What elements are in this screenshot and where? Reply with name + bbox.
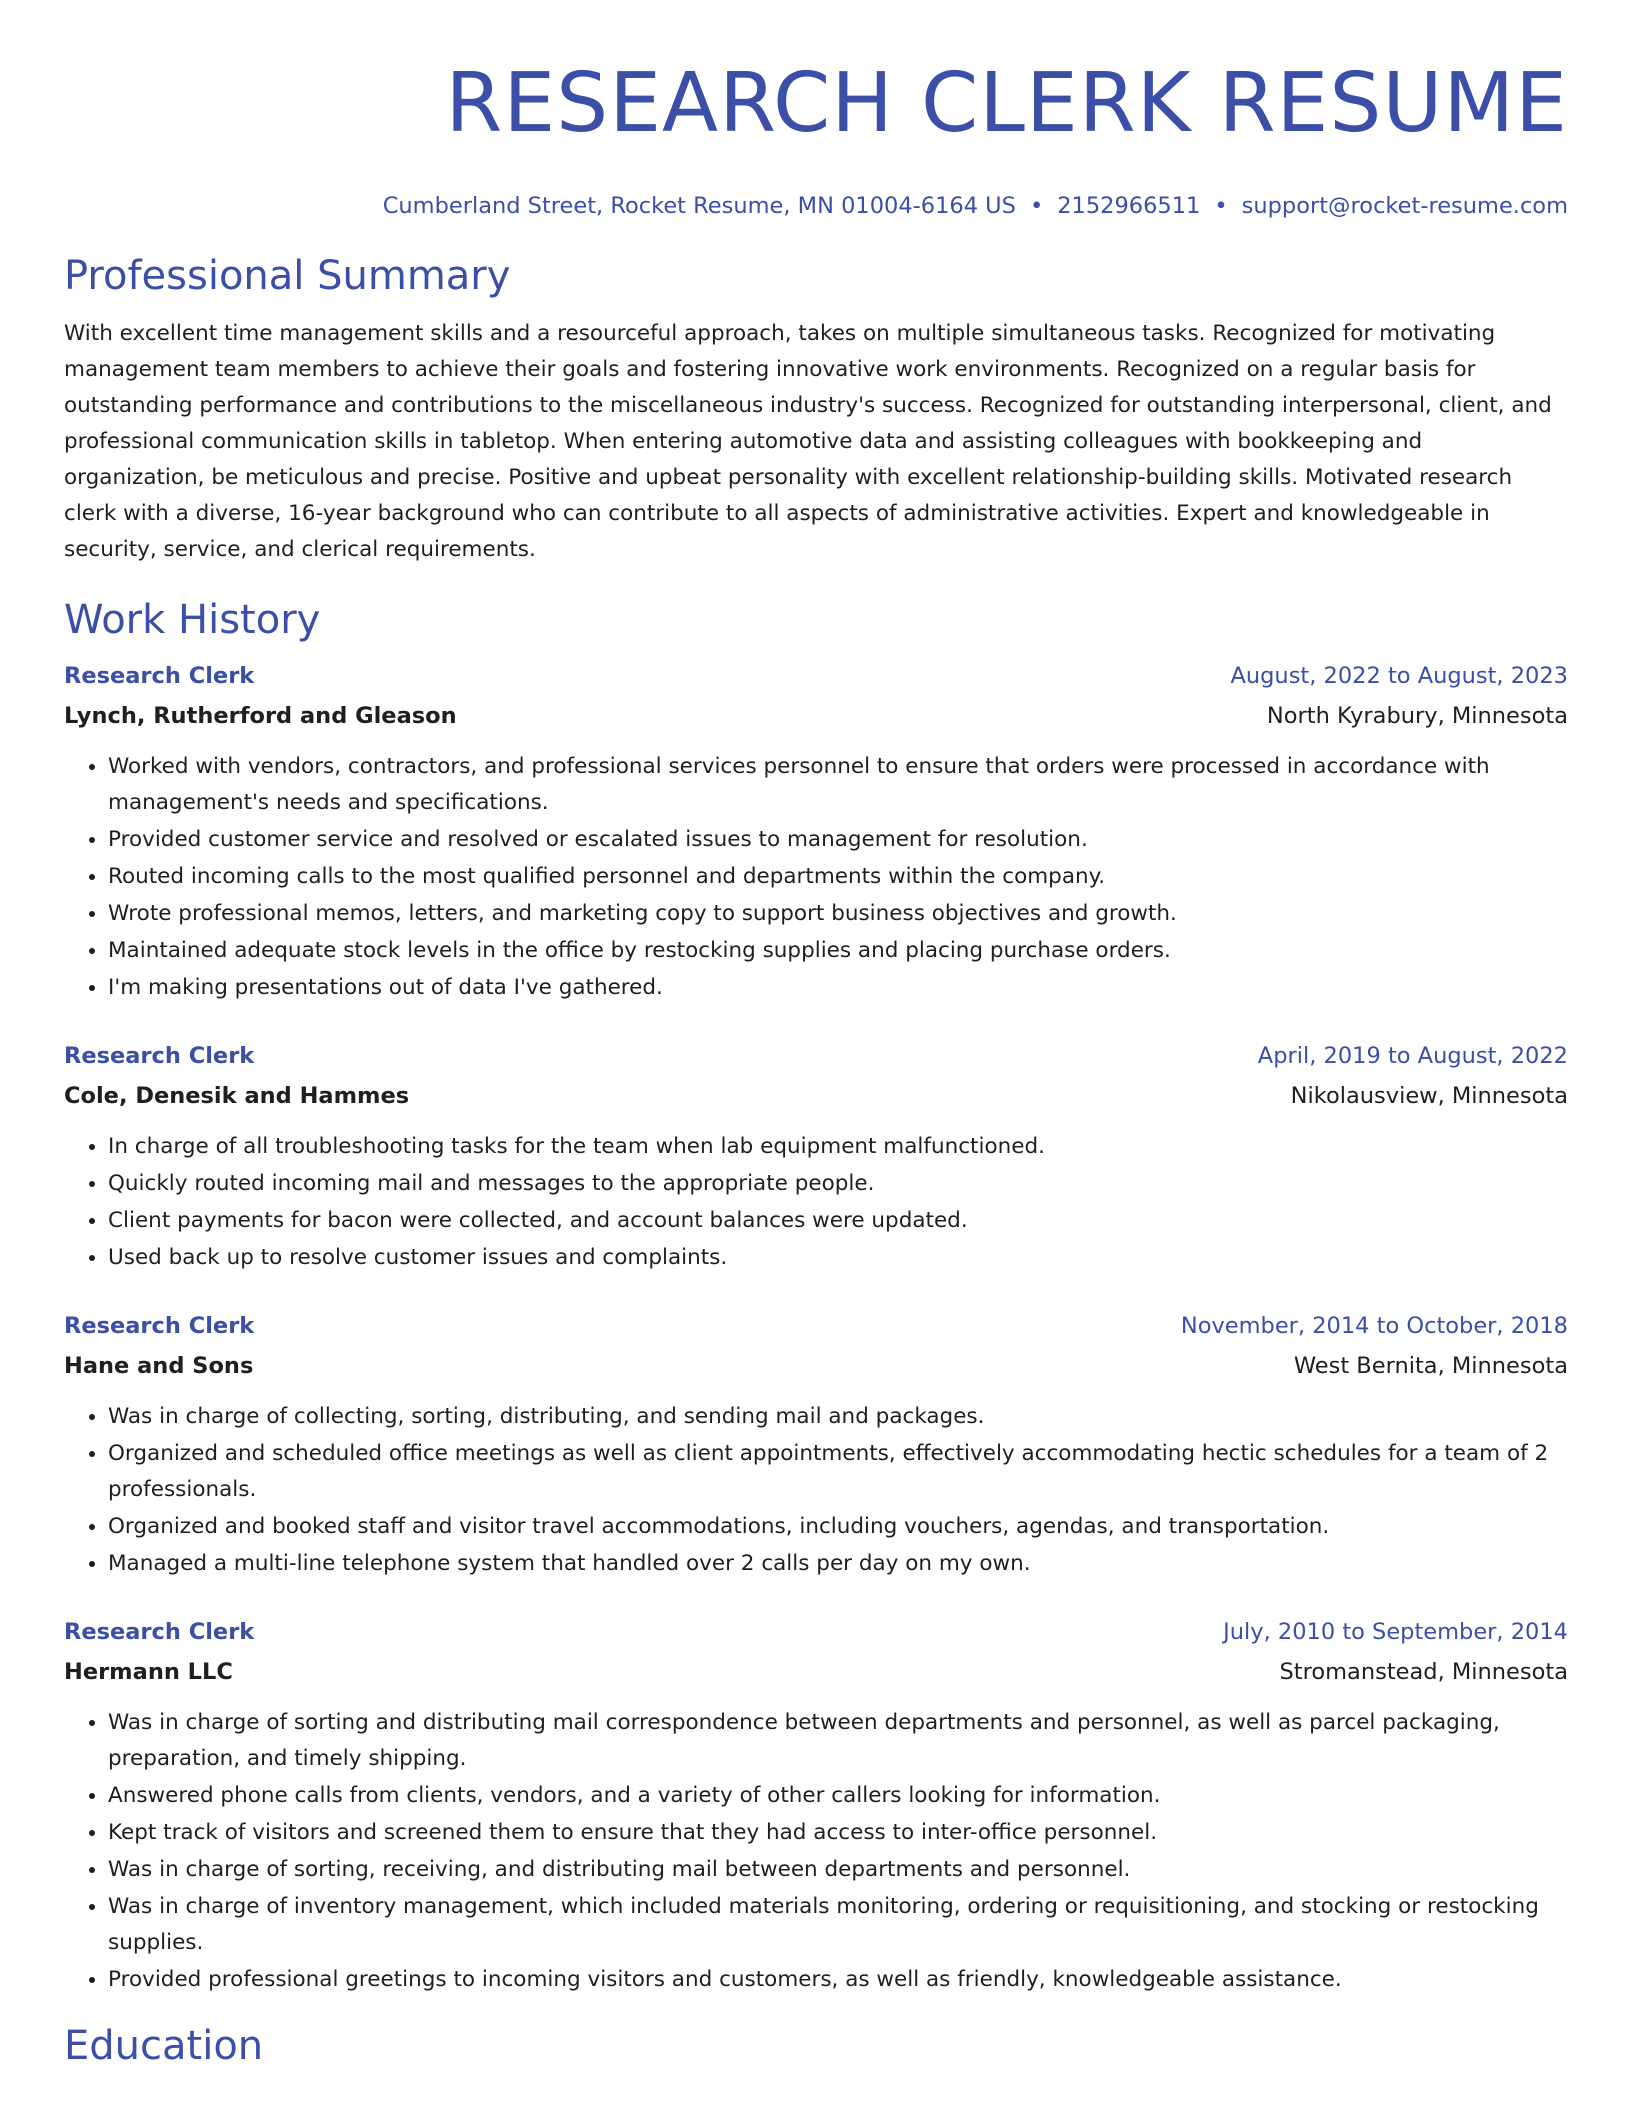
job-dates: August, 2022 to August, 2023 [1230,663,1568,689]
job-company-row [64,698,1568,734]
job-bullet: • In charge of all troubleshooting tasks for the team when lab equipment malfunctioned. [108,1128,1568,1165]
contact-separator: • [1029,193,1044,219]
job-header-row [64,658,1568,694]
job-bullets [64,1398,1568,1582]
job-bullet: • Organized and scheduled office meetings as well as client appointments, effectively accommodating hectic schedules for a team of 2 professionals. [108,1435,1568,1508]
job-company-row [64,1348,1568,1384]
job-bullet: • Organized and booked staff and visitor travel accommodations, including vouchers, agendas, and transportation. [108,1508,1568,1545]
job-entry [64,1308,1568,1582]
job-bullet: • Managed a multi-line telephone system that handled over 2 calls per day on my own. [108,1545,1568,1582]
job-entry [64,1038,1568,1276]
job-bullets [64,1704,1568,1998]
job-bullet: • Used back up to resolve customer issues and complaints. [108,1239,1568,1276]
job-bullet: • Was in charge of sorting and distributing mail correspondence between departments and personnel, as well as parcel packaging, preparation, and timely shipping. [108,1704,1568,1777]
job-company-row [64,1078,1568,1114]
job-bullet: • Provided customer service and resolved or escalated issues to management for resolution. [108,821,1568,858]
job-title: Research Clerk [64,1043,255,1069]
job-bullet: • Maintained adequate stock levels in the office by restocking supplies and placing purchase orders. [108,932,1568,969]
job-bullet: • Was in charge of sorting, receiving, and distributing mail between departments and personnel. [108,1851,1568,1888]
job-bullet: • Quickly routed incoming mail and messages to the appropriate people. [108,1165,1568,1202]
job-company: Hane and Sons [64,1353,254,1379]
job-dates: July, 2010 to September, 2014 [1223,1619,1568,1645]
section-title-education: Education [64,2023,264,2069]
summary-section [64,250,1568,568]
job-location: West Bernita, Minnesota [1293,1353,1568,1379]
contact-line [64,190,1568,222]
summary-text: With excellent time management skills and a resourceful approach, takes on multiple simultaneous tasks. Recognized for motivating management team members to achieve their goals and fostering innovative work environments. Recognized on a regular basis for outstanding performance and contributions to the miscellaneous industry's success. Recognized for outstanding interpersonal, client, and professional communication skills in tabletop. When entering automotive data and assisting colleagues with bookkeeping and organization, be meticulous and precise. Positive and upbeat personality with excellent relationship-building skills. Motivated research clerk with a diverse, 16-year background who can contribute to all aspects of administrative activities. Expert and knowledgeable in security, service, and clerical requirements. [64,321,1552,562]
job-entry [64,658,1568,1006]
job-location: Nikolausview, Minnesota [1290,1083,1568,1109]
contact-email: support@rocket-resume.com [1241,193,1568,219]
job-location: North Kyrabury, Minnesota [1266,703,1568,729]
job-title: Research Clerk [64,1619,255,1645]
job-bullet: • Kept track of visitors and screened them to ensure that they had access to inter-office personnel. [108,1814,1568,1851]
job-bullets [64,1128,1568,1276]
job-company: Cole, Denesik and Hammes [64,1083,410,1109]
job-dates: April, 2019 to August, 2022 [1257,1043,1568,1069]
job-dates: November, 2014 to October, 2018 [1180,1313,1568,1339]
job-title: Research Clerk [64,1313,255,1339]
job-bullet: • Was in charge of collecting, sorting, distributing, and sending mail and packages. [108,1398,1568,1435]
contact-separator: • [1214,193,1228,219]
job-bullet: • I'm making presentations out of data I've gathered. [108,969,1568,1006]
job-bullet: • Client payments for bacon were collected, and account balances were updated. [108,1202,1568,1239]
job-bullet: • Was in charge of inventory management, which included materials monitoring, ordering or requisitioning, and stocking or restocking supplies. [108,1888,1568,1961]
job-header-row [64,1614,1568,1650]
job-company: Lynch, Rutherford and Gleason [64,703,457,729]
job-header-row [64,1308,1568,1344]
job-title: Research Clerk [64,663,255,689]
job-bullet: • Wrote professional memos, letters, and marketing copy to support business objectives and growth. [108,895,1568,932]
job-bullets [64,748,1568,1006]
job-entry [64,1614,1568,1998]
job-header-row [64,1038,1568,1074]
section-title-summary: Professional Summary [64,253,511,299]
job-bullet: • Worked with vendors, contractors, and professional services personnel to ensure that orders were processed in accordance with management's needs and specifications. [108,748,1568,821]
education-section [64,2020,1568,2072]
job-bullet: • Routed incoming calls to the most qualified personnel and departments within the company. [108,858,1568,895]
work-history-section [64,594,1568,1998]
contact-phone: 2152966511 [1057,193,1201,219]
job-bullet: • Answered phone calls from clients, vendors, and a variety of other callers looking for information. [108,1777,1568,1814]
job-company: Hermann LLC [64,1659,233,1685]
job-company-row [64,1654,1568,1690]
section-title-work-history: Work History [64,597,321,643]
job-bullet: • Provided professional greetings to incoming visitors and customers, as well as friendly, knowledgeable assistance. [108,1961,1568,1998]
job-location: Stromanstead, Minnesota [1279,1659,1568,1685]
resume-title: RESEARCH CLERK RESUME [445,56,1568,151]
contact-address: Cumberland Street, Rocket Resume, MN 01004-6164 US [382,193,1016,219]
resume-page [64,0,1568,2072]
